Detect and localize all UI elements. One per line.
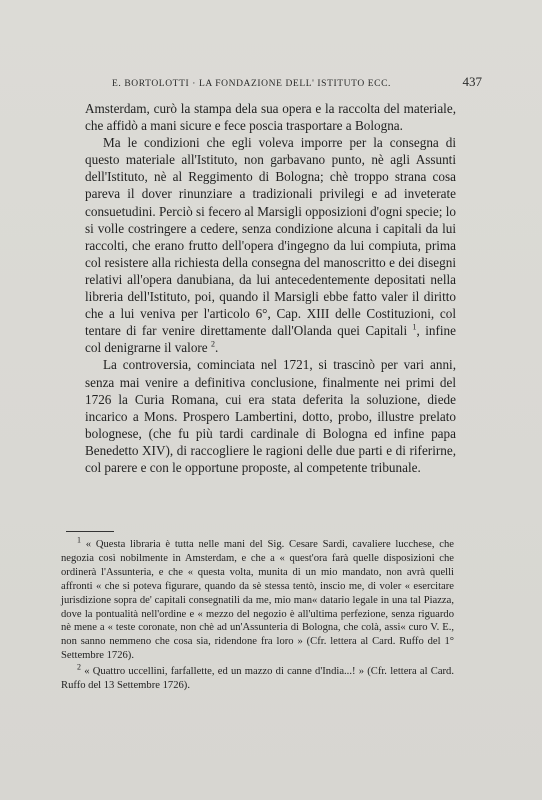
running-title: E. BORTOLOTTI · LA FONDAZIONE DELL' ISTITUTO ECC. — [112, 79, 392, 89]
paragraph-3: La controversia, cominciata nel 1721, si trascinò per vari anni, senza mai venire a definitiva conclusione, finalmente nei primi del 1726 la Curia Romana, cui era stata deferita la soluzione, diede incarico a Mons. Prospero Lambertini, dotto, probo, illustre prelato bolognese, (che fu più tardi cardinale di Bologna ed infine papa Benedetto XIV), di raccogliere le ragioni delle due parti e di riferirne, col parere e con le opportune proposte, al competente tribunale. — [85, 357, 456, 475]
footnote-2 — [61, 662, 454, 693]
footnote-1-text: « Questa libraria è tutta nelle mani del Sig. Cesare Sardi, cavaliere lucchese, che negozia così nobilmente in Amsterdam, e che a « quest'ora farà quelle disposizioni che ordinerà l'Assunteria, e che « questa volta, munita di un mio mandato, non avrà quelli affronti « che si poteva figurare, quando da sè stessa tentò, inscio me, di voler « esercitare jurisdizione sopra de' capitali consegnatili da me, mio man« datario legale in una tal Piazza, dove la pontualità nell'ordine e « mezzo del negozio è all'ultima perfezione, senza riguardo nè mene a « teste coronate, non chè ad un'Assunteria di Bologna, che colà, assi« curo V. E., non sanno nemmeno che cosa sia, ridendone fra loro » (Cfr. lettera al Card. Ruffo del 1° Settembre 1726). — [61, 539, 455, 662]
footnote-rule — [66, 531, 114, 532]
body-text — [85, 100, 456, 476]
footnote-ref-1: 1 — [412, 322, 417, 332]
paragraph-2-text: Ma le condizioni che egli voleva imporre per la consegna di questo materiale all'Istituto, non garbavano punto, nè agli Assunti dell'Istituto, nè al Reggimento di Bologna; chè troppo strana cosa pareva il dover rinunziare a tradizionali privilegi e ad inveterate consuetudini. Perciò si fecero al Marsigli opposizioni d'ogni specie; lo si volle costringere a cedere, senza condizione alcuna i capitali da lui raccolti, che erano frutto dell'opera d'ingegno da lui compiuta, prima col resistere alla richiesta della consegna del manoscritto e dei disegni relativi all'opera danubiana, da lui antecedentemente depositati nella libreria dell'Istituto, poi, quando il Marsigli ebbe fatto valer il diritto che a lui veniva per l'articolo 6°, Cap. XIII delle Costituzioni, col tentare di far venire direttamente dall'Olanda quei Capitali — [85, 135, 456, 339]
paragraph-1: Amsterdam, curò la stampa dela sua opera e la raccolta del materiale, che affidò a mani sicure e fece poscia trasportare a Bologna. — [85, 101, 456, 134]
paragraph-2 — [85, 134, 456, 356]
paragraph-2-end: . — [214, 340, 219, 356]
running-head — [112, 74, 482, 90]
footnote-2-text: « Quattro uccellini, farfallette, ed un mazzo di canne d'India...! » (Cfr. lettera al Card. Ruffo del 13 Settembre 1726). — [61, 666, 454, 692]
footnote-1 — [61, 535, 455, 663]
footnote-1-mark: 1 — [77, 535, 81, 545]
footnote-ref-2: 2 — [210, 339, 215, 349]
footnotes — [61, 535, 455, 695]
paragraph-2-mid: , infine col denigrarne il valore — [85, 323, 457, 356]
footnote-2-mark: 2 — [77, 662, 81, 672]
page-number: 437 — [462, 74, 482, 89]
